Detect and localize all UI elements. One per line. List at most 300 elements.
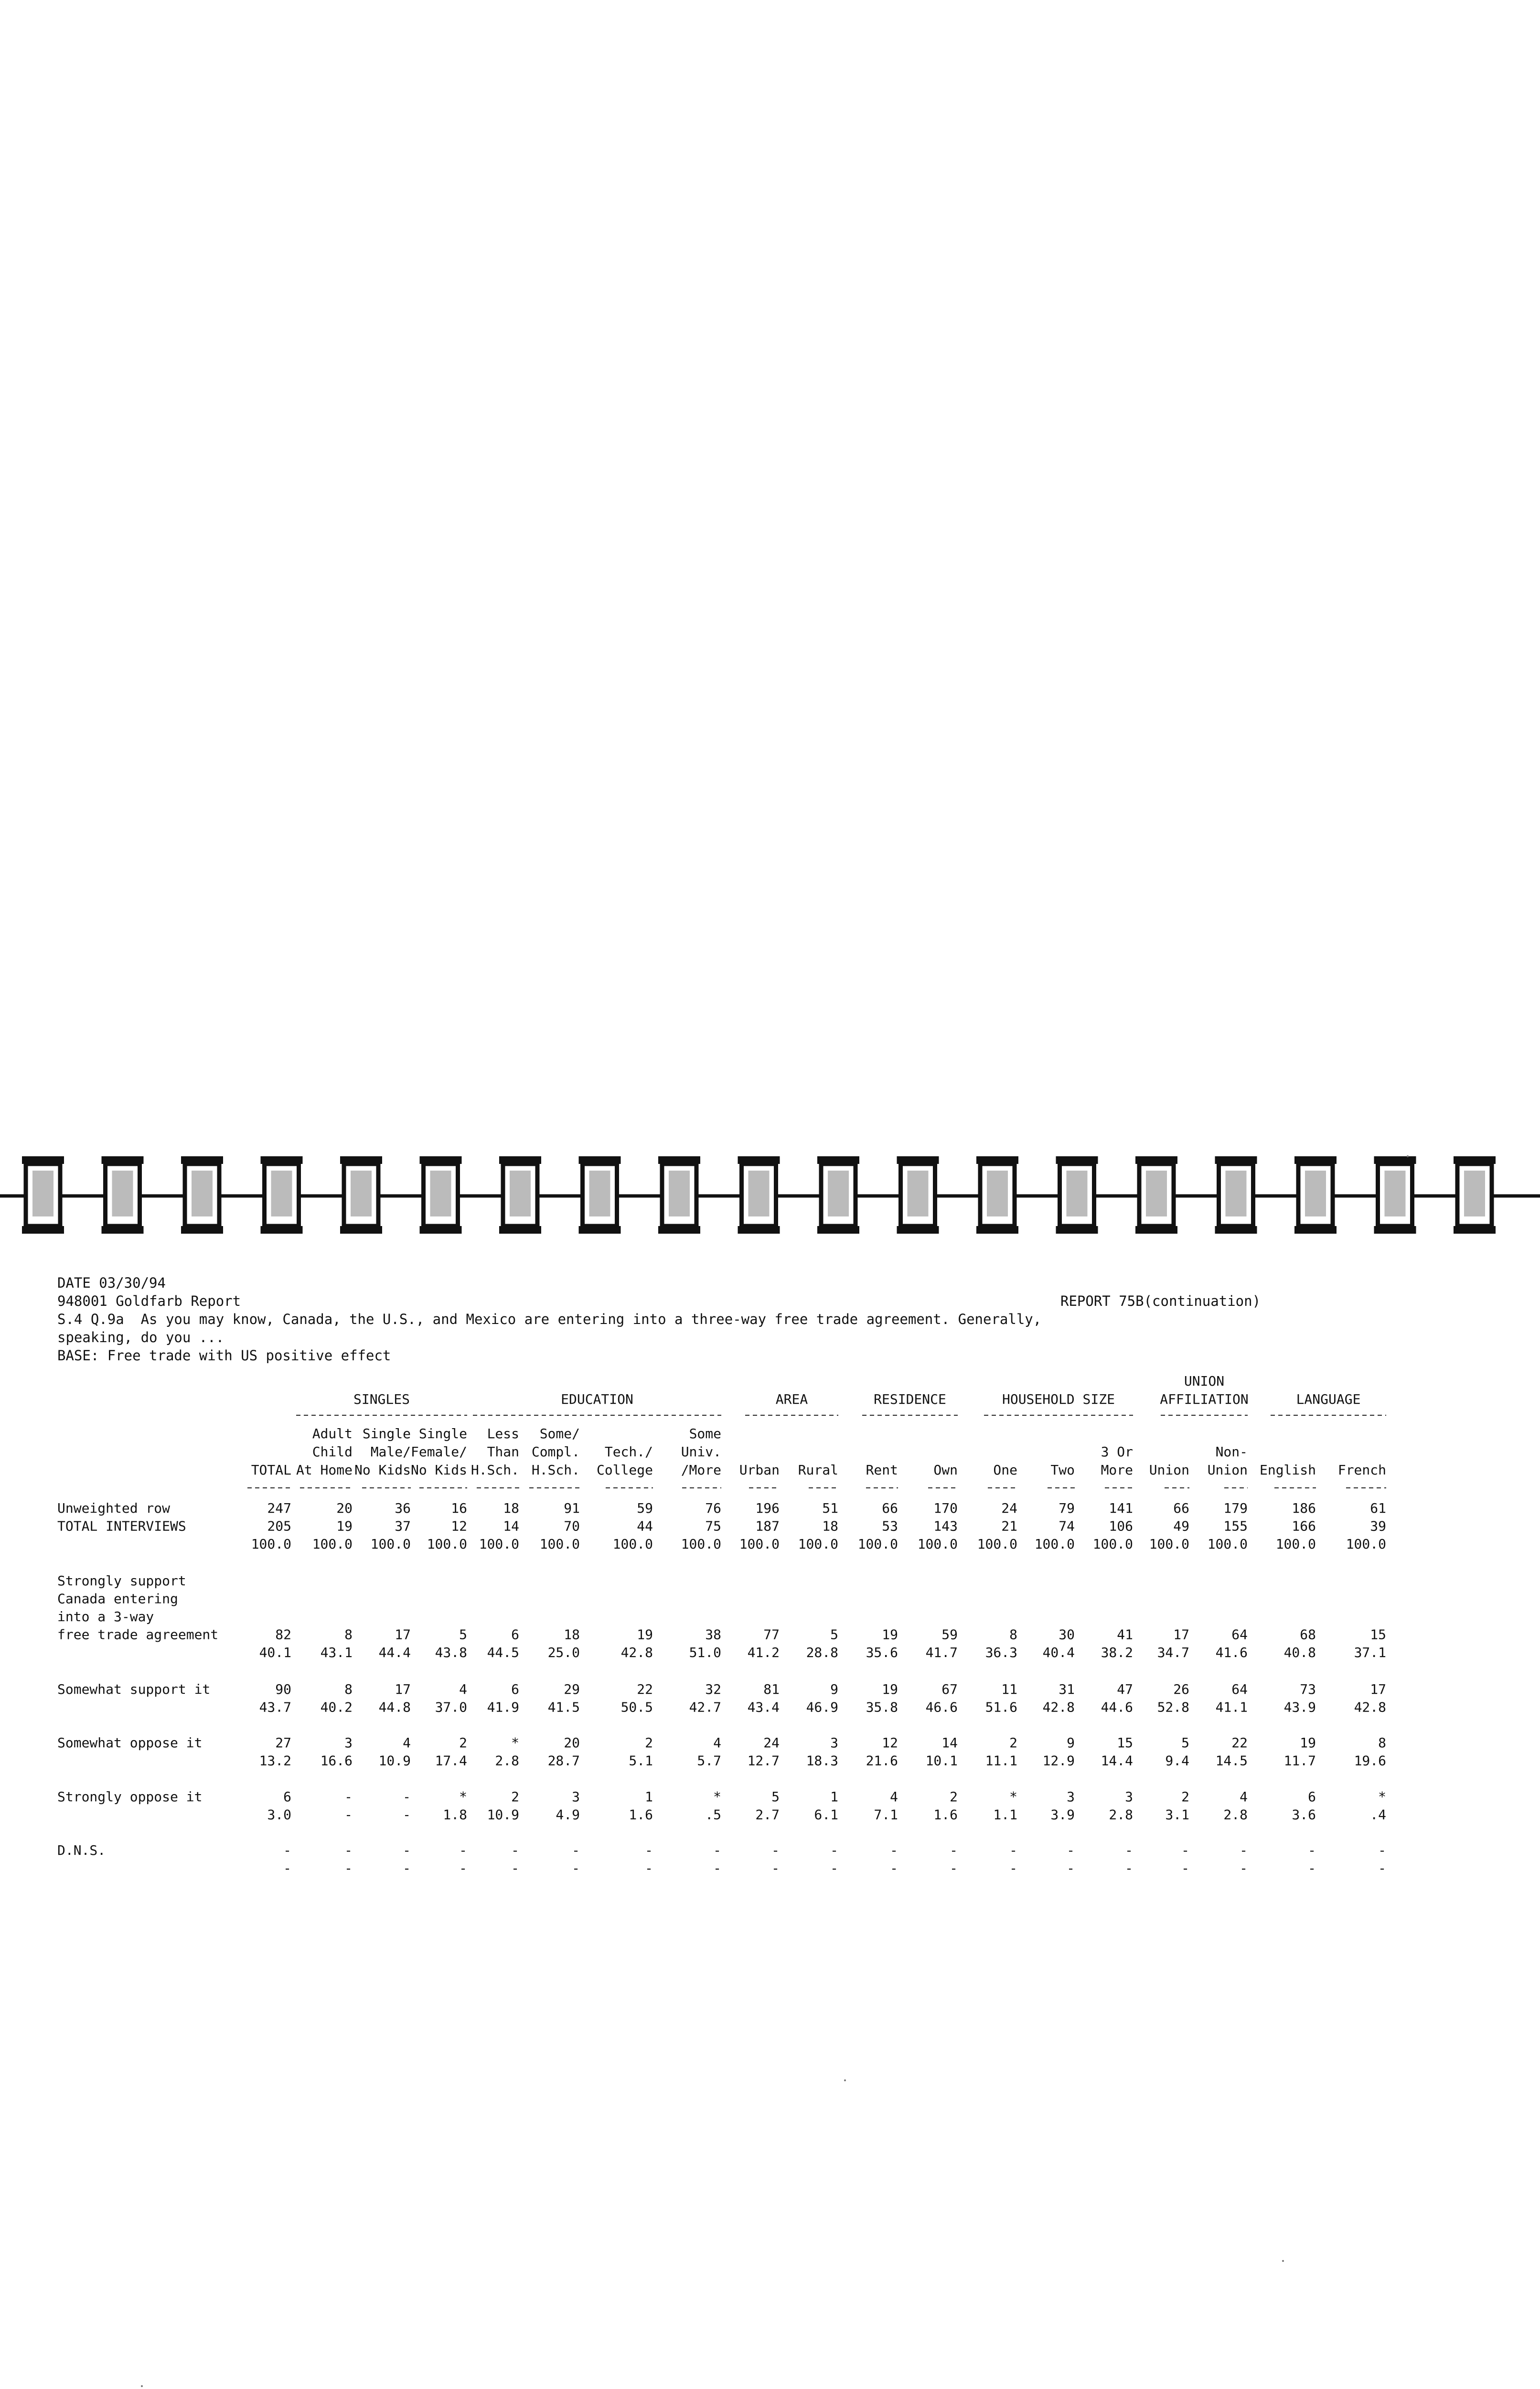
- banner-group-label: UNION: [1184, 1373, 1225, 1389]
- table-cell: 10.9: [378, 1753, 411, 1769]
- table-cell: 4: [403, 1735, 411, 1751]
- table-cell: 22: [637, 1681, 653, 1697]
- table-cell: 17: [1173, 1626, 1189, 1643]
- table-cell: -: [830, 1860, 838, 1876]
- column-header: Female/: [410, 1444, 467, 1460]
- table-cell: -: [771, 1860, 780, 1876]
- table-cell: 11.1: [985, 1753, 1017, 1769]
- table-cell: 100.0: [539, 1536, 580, 1552]
- table-cell: 28.7: [547, 1753, 580, 1769]
- table-cell: 26: [1173, 1681, 1189, 1697]
- table-cell: 5: [1181, 1735, 1189, 1751]
- table-cell: 155: [1223, 1518, 1248, 1534]
- table-cell: 100.0: [612, 1536, 653, 1552]
- table-cell: 100.0: [1149, 1536, 1189, 1552]
- table-cell: -: [1308, 1842, 1316, 1858]
- row-label: Canada entering: [57, 1591, 178, 1607]
- column-header: Less: [487, 1426, 519, 1442]
- column-header: 3 Or: [1101, 1444, 1133, 1460]
- table-cell: -: [1378, 1860, 1386, 1876]
- table-cell: 20: [336, 1500, 353, 1516]
- banner-group-label: EDUCATION: [561, 1391, 633, 1407]
- table-cell: 3: [572, 1789, 580, 1805]
- table-cell: 41.2: [747, 1645, 780, 1660]
- table-cell: -: [1067, 1842, 1075, 1858]
- table-cell: 2: [511, 1789, 519, 1805]
- table-cell: 8: [344, 1626, 353, 1643]
- table-cell: 100.0: [917, 1536, 958, 1552]
- table-cell: 205: [267, 1518, 291, 1534]
- table-cell: 44.8: [378, 1699, 411, 1715]
- scan-speck: [844, 2079, 846, 2081]
- table-cell: 27: [275, 1735, 291, 1751]
- table-cell: 14: [941, 1735, 958, 1751]
- table-cell: 41.7: [925, 1645, 958, 1660]
- table-cell: 75: [705, 1518, 721, 1534]
- table-cell: 4: [890, 1789, 898, 1805]
- table-cell: 51: [822, 1500, 838, 1516]
- table-cell: 41.1: [1215, 1699, 1248, 1715]
- banner-group-label: AFFILIATION: [1160, 1391, 1249, 1407]
- table-cell: 50.5: [620, 1699, 653, 1715]
- table-cell: 20: [564, 1735, 580, 1751]
- table-cell: -: [771, 1842, 780, 1858]
- column-header: No Kids: [410, 1462, 467, 1478]
- table-cell: 18: [822, 1518, 838, 1534]
- table-cell: 17: [1370, 1681, 1386, 1697]
- table-cell: 40.8: [1283, 1645, 1316, 1660]
- table-cell: 21.6: [866, 1753, 898, 1769]
- table-cell: 4.9: [556, 1807, 580, 1823]
- table-cell: -: [713, 1842, 721, 1858]
- row-label: Unweighted row: [57, 1500, 171, 1516]
- table-cell: 17: [395, 1626, 411, 1643]
- table-cell: 2.8: [495, 1753, 519, 1769]
- table-cell: 59: [637, 1500, 653, 1516]
- table-cell: 186: [1292, 1500, 1316, 1516]
- table-cell: 100.0: [370, 1536, 411, 1552]
- table-cell: -: [890, 1842, 898, 1858]
- table-cell: -: [511, 1842, 519, 1858]
- table-cell: -: [830, 1842, 838, 1858]
- table-cell: 1.8: [443, 1807, 467, 1823]
- table-cell: 2.8: [1223, 1807, 1248, 1823]
- question-text-line2: speaking, do you ...: [57, 1329, 225, 1345]
- table-cell: 91: [564, 1500, 580, 1516]
- column-header: Urban: [739, 1462, 780, 1478]
- table-cell: 46.9: [806, 1699, 838, 1715]
- table-cell: 40.1: [259, 1645, 291, 1660]
- table-cell: 35.8: [866, 1699, 898, 1715]
- column-header: Tech./: [604, 1444, 653, 1460]
- column-header: No Kids: [354, 1462, 411, 1478]
- table-cell: 6: [511, 1681, 519, 1697]
- table-cell: 41.6: [1215, 1645, 1248, 1660]
- column-header: Union: [1149, 1462, 1189, 1478]
- table-cell: 106: [1109, 1518, 1133, 1534]
- question-text-line1: S.4 Q.9a As you may know, Canada, the U.S., and Mexico are entering into a three-way free trade agreement. Generally,: [57, 1311, 1042, 1327]
- table-cell: 8: [344, 1681, 353, 1697]
- table-cell: 3: [1067, 1789, 1075, 1805]
- table-cell: -: [572, 1842, 580, 1858]
- table-cell: -: [1308, 1860, 1316, 1876]
- table-cell: 17.4: [435, 1753, 467, 1769]
- table-cell: 2: [1181, 1789, 1189, 1805]
- table-cell: -: [403, 1842, 411, 1858]
- table-cell: 36: [395, 1500, 411, 1516]
- scan-speck: [1407, 1155, 1409, 1157]
- job-title: 948001 Goldfarb Report: [57, 1293, 241, 1309]
- table-cell: *: [1009, 1789, 1017, 1805]
- column-header: English: [1259, 1462, 1316, 1478]
- table-cell: 3: [1125, 1789, 1133, 1805]
- table-cell: 5: [459, 1626, 467, 1643]
- column-header: Adult: [312, 1426, 353, 1442]
- column-header: H.Sch.: [531, 1462, 580, 1478]
- table-cell: 44: [637, 1518, 653, 1534]
- table-cell: 68: [1300, 1626, 1316, 1643]
- table-cell: 43.9: [1283, 1699, 1316, 1715]
- table-cell: 14: [503, 1518, 519, 1534]
- table-cell: 100.0: [1034, 1536, 1075, 1552]
- table-cell: 37.1: [1354, 1645, 1386, 1660]
- banner-group-label: SINGLES: [353, 1391, 410, 1407]
- table-cell: -: [344, 1789, 353, 1805]
- table-cell: -: [1181, 1842, 1189, 1858]
- column-header: Two: [1050, 1462, 1075, 1478]
- column-header: Male/: [370, 1444, 411, 1460]
- table-cell: 12: [451, 1518, 467, 1534]
- table-cell: 5.1: [629, 1753, 653, 1769]
- table-cell: 100.0: [1346, 1536, 1386, 1552]
- table-cell: -: [890, 1860, 898, 1876]
- table-cell: -: [344, 1860, 353, 1876]
- column-header: /More: [681, 1462, 721, 1478]
- row-label: Strongly support: [57, 1573, 186, 1589]
- table-cell: 11.7: [1283, 1753, 1316, 1769]
- table-cell: 179: [1223, 1500, 1248, 1516]
- table-cell: 3: [830, 1735, 838, 1751]
- table-cell: 6.1: [814, 1807, 838, 1823]
- table-cell: 3.0: [267, 1807, 291, 1823]
- table-cell: 187: [755, 1518, 780, 1534]
- table-cell: -: [1125, 1860, 1133, 1876]
- table-cell: 29: [564, 1681, 580, 1697]
- table-cell: 2.8: [1109, 1807, 1133, 1823]
- report-date: DATE 03/30/94: [57, 1275, 166, 1291]
- table-cell: 22: [1231, 1735, 1248, 1751]
- table-cell: 2: [459, 1735, 467, 1751]
- table-cell: -: [459, 1842, 467, 1858]
- table-cell: 42.8: [1042, 1699, 1075, 1715]
- table-cell: -: [645, 1842, 653, 1858]
- table-cell: -: [403, 1807, 411, 1823]
- row-label: Strongly oppose it: [57, 1789, 203, 1805]
- base-description: BASE: Free trade with US positive effect: [57, 1347, 391, 1364]
- table-cell: -: [1067, 1860, 1075, 1876]
- row-label: free trade agreement: [57, 1626, 219, 1643]
- table-cell: 19: [882, 1626, 898, 1643]
- table-cell: 2: [1009, 1735, 1017, 1751]
- table-cell: 18: [564, 1626, 580, 1643]
- table-cell: 15: [1117, 1735, 1133, 1751]
- table-cell: 44.6: [1101, 1699, 1133, 1715]
- table-cell: 61: [1370, 1500, 1386, 1516]
- table-cell: 1.6: [933, 1807, 958, 1823]
- table-cell: 43.8: [435, 1645, 467, 1660]
- column-header: Single: [418, 1426, 467, 1442]
- table-cell: 7.1: [874, 1807, 898, 1823]
- table-cell: -: [283, 1842, 291, 1858]
- table-cell: 12: [882, 1735, 898, 1751]
- table-cell: 100.0: [1275, 1536, 1316, 1552]
- column-header: Rent: [866, 1462, 898, 1478]
- table-cell: -: [950, 1860, 958, 1876]
- column-header: One: [993, 1462, 1017, 1478]
- table-cell: 40.4: [1042, 1645, 1075, 1660]
- table-cell: 3.6: [1292, 1807, 1316, 1823]
- column-header: Union: [1207, 1462, 1248, 1478]
- table-cell: 19: [637, 1626, 653, 1643]
- column-header: Own: [933, 1462, 958, 1478]
- table-cell: 66: [1173, 1500, 1189, 1516]
- banner-group-label: HOUSEHOLD SIZE: [1002, 1391, 1115, 1407]
- table-cell: 5: [830, 1626, 838, 1643]
- table-cell: 43.4: [747, 1699, 780, 1715]
- table-cell: 49: [1173, 1518, 1189, 1534]
- table-cell: 13.2: [259, 1753, 291, 1769]
- table-cell: 6: [283, 1789, 291, 1805]
- table-cell: 6: [1308, 1789, 1316, 1805]
- table-cell: 100.0: [312, 1536, 353, 1552]
- table-cell: 42.8: [1354, 1699, 1386, 1715]
- table-cell: 36.3: [985, 1645, 1017, 1660]
- table-cell: 77: [763, 1626, 780, 1643]
- table-cell: -: [1125, 1842, 1133, 1858]
- table-cell: -: [713, 1860, 721, 1876]
- table-cell: 32: [705, 1681, 721, 1697]
- table-cell: 12.9: [1042, 1753, 1075, 1769]
- table-cell: 19.6: [1354, 1753, 1386, 1769]
- table-cell: 143: [933, 1518, 958, 1534]
- table-cell: 166: [1292, 1518, 1316, 1534]
- column-header: Univ.: [681, 1444, 721, 1460]
- table-cell: 9: [830, 1681, 838, 1697]
- table-cell: 8: [1378, 1735, 1386, 1751]
- column-header: French: [1337, 1462, 1386, 1478]
- table-cell: *: [1378, 1789, 1386, 1805]
- table-cell: 17: [395, 1681, 411, 1697]
- table-cell: 44.5: [487, 1645, 519, 1660]
- table-cell: 14.4: [1101, 1753, 1133, 1769]
- table-cell: 66: [882, 1500, 898, 1516]
- table-cell: 41.5: [547, 1699, 580, 1715]
- table-cell: 31: [1059, 1681, 1075, 1697]
- table-cell: 141: [1109, 1500, 1133, 1516]
- table-cell: 46.6: [925, 1699, 958, 1715]
- table-cell: 2: [950, 1789, 958, 1805]
- table-cell: 19: [882, 1681, 898, 1697]
- table-cell: 10.9: [487, 1807, 519, 1823]
- banner-group-label: AREA: [775, 1391, 808, 1407]
- table-cell: 42.8: [620, 1645, 653, 1660]
- table-cell: 196: [755, 1500, 780, 1516]
- row-label: Somewhat support it: [57, 1681, 211, 1697]
- table-cell: 76: [705, 1500, 721, 1516]
- table-cell: 100.0: [857, 1536, 898, 1552]
- column-header: Single: [362, 1426, 411, 1442]
- row-label: D.N.S.: [57, 1842, 106, 1858]
- table-cell: 38.2: [1101, 1645, 1133, 1660]
- table-cell: 18.3: [806, 1753, 838, 1769]
- scan-speck: [141, 2385, 143, 2387]
- table-cell: .5: [705, 1807, 721, 1823]
- column-header: Non-: [1215, 1444, 1248, 1460]
- table-cell: 37.0: [435, 1699, 467, 1715]
- table-cell: 100.0: [479, 1536, 519, 1552]
- table-cell: 18: [503, 1500, 519, 1516]
- table-cell: 19: [1300, 1735, 1316, 1751]
- table-cell: -: [572, 1860, 580, 1876]
- table-cell: *: [511, 1735, 519, 1751]
- table-cell: 35.6: [866, 1645, 898, 1660]
- report-number: REPORT 75B(continuation): [1060, 1293, 1261, 1309]
- table-cell: -: [1009, 1842, 1017, 1858]
- table-cell: -: [344, 1842, 353, 1858]
- column-header: Than: [487, 1444, 519, 1460]
- table-cell: 2.7: [755, 1807, 780, 1823]
- table-cell: 12.7: [747, 1753, 780, 1769]
- table-cell: 3.1: [1165, 1807, 1189, 1823]
- table-cell: 100.0: [798, 1536, 838, 1552]
- table-cell: 59: [941, 1626, 958, 1643]
- table-cell: *: [459, 1789, 467, 1805]
- table-cell: 44.4: [378, 1645, 411, 1660]
- table-cell: 47: [1117, 1681, 1133, 1697]
- table-cell: 70: [564, 1518, 580, 1534]
- table-cell: 9.4: [1165, 1753, 1189, 1769]
- column-header: College: [596, 1462, 653, 1478]
- table-cell: 14.5: [1215, 1753, 1248, 1769]
- table-cell: -: [511, 1860, 519, 1876]
- table-cell: 79: [1059, 1500, 1075, 1516]
- table-cell: 16: [451, 1500, 467, 1516]
- table-cell: 25.0: [547, 1645, 580, 1660]
- table-cell: 74: [1059, 1518, 1075, 1534]
- table-cell: 15: [1370, 1626, 1386, 1643]
- table-cell: -: [645, 1860, 653, 1876]
- table-cell: 28.8: [806, 1645, 838, 1660]
- table-cell: 81: [763, 1681, 780, 1697]
- table-cell: 21: [1001, 1518, 1017, 1534]
- table-cell: 170: [933, 1500, 958, 1516]
- table-cell: 41: [1117, 1626, 1133, 1643]
- table-cell: 73: [1300, 1681, 1316, 1697]
- table-cell: -: [459, 1860, 467, 1876]
- table-cell: 67: [941, 1681, 958, 1697]
- table-cell: 247: [267, 1500, 291, 1516]
- table-cell: 3: [344, 1735, 353, 1751]
- banner-group-label: RESIDENCE: [874, 1391, 946, 1407]
- table-cell: 34.7: [1157, 1645, 1189, 1660]
- table-cell: 51.0: [689, 1645, 721, 1660]
- row-label: TOTAL INTERVIEWS: [57, 1518, 186, 1534]
- table-cell: 100.0: [1207, 1536, 1248, 1552]
- table-cell: -: [403, 1789, 411, 1805]
- table-cell: 4: [1240, 1789, 1248, 1805]
- table-cell: 4: [713, 1735, 721, 1751]
- table-cell: 100.0: [977, 1536, 1017, 1552]
- column-header: Rural: [798, 1462, 838, 1478]
- column-header: At Home: [296, 1462, 353, 1478]
- table-cell: -: [344, 1807, 353, 1823]
- table-cell: 1.6: [629, 1807, 653, 1823]
- table-cell: 9: [1067, 1735, 1075, 1751]
- table-cell: 64: [1231, 1626, 1248, 1643]
- table-cell: 39: [1370, 1518, 1386, 1534]
- table-cell: 52.8: [1157, 1699, 1189, 1715]
- column-header: Child: [312, 1444, 353, 1460]
- table-cell: 1: [645, 1789, 653, 1805]
- column-header: Some: [689, 1426, 721, 1442]
- column-header: More: [1101, 1462, 1133, 1478]
- table-cell: 24: [763, 1735, 780, 1751]
- table-cell: 30: [1059, 1626, 1075, 1643]
- banner-group-label: LANGUAGE: [1296, 1391, 1361, 1407]
- table-cell: 8: [1009, 1626, 1017, 1643]
- column-header: H.Sch.: [471, 1462, 519, 1478]
- table-cell: 42.7: [689, 1699, 721, 1715]
- table-cell: 1.1: [993, 1807, 1017, 1823]
- column-header: Some/: [539, 1426, 580, 1442]
- table-cell: 5: [771, 1789, 780, 1805]
- column-header: TOTAL: [251, 1462, 291, 1478]
- column-header: Compl.: [531, 1444, 580, 1460]
- table-cell: 64: [1231, 1681, 1248, 1697]
- table-cell: 24: [1001, 1500, 1017, 1516]
- table-cell: 41.9: [487, 1699, 519, 1715]
- table-cell: 2: [645, 1735, 653, 1751]
- table-cell: 5.7: [697, 1753, 721, 1769]
- table-cell: -: [1240, 1842, 1248, 1858]
- table-cell: 1: [830, 1789, 838, 1805]
- table-cell: 100.0: [427, 1536, 467, 1552]
- table-cell: -: [1009, 1860, 1017, 1876]
- table-cell: 100.0: [251, 1536, 291, 1552]
- table-cell: -: [1378, 1842, 1386, 1858]
- table-cell: 11: [1001, 1681, 1017, 1697]
- table-cell: *: [713, 1789, 721, 1805]
- table-cell: 100.0: [1092, 1536, 1133, 1552]
- table-cell: 43.1: [320, 1645, 353, 1660]
- table-cell: 100.0: [739, 1536, 780, 1552]
- table-cell: 37: [395, 1518, 411, 1534]
- table-cell: 100.0: [681, 1536, 721, 1552]
- table-cell: 3.9: [1050, 1807, 1075, 1823]
- table-cell: 16.6: [320, 1753, 353, 1769]
- table-cell: 10.1: [925, 1753, 958, 1769]
- table-cell: 19: [336, 1518, 353, 1534]
- table-cell: -: [1181, 1860, 1189, 1876]
- table-cell: 51.6: [985, 1699, 1017, 1715]
- table-cell: -: [1240, 1860, 1248, 1876]
- table-cell: 4: [459, 1681, 467, 1697]
- table-cell: 43.7: [259, 1699, 291, 1715]
- table-cell: -: [950, 1842, 958, 1858]
- row-label: Somewhat oppose it: [57, 1735, 203, 1751]
- table-cell: .4: [1370, 1807, 1386, 1823]
- row-label: into a 3-way: [57, 1609, 154, 1625]
